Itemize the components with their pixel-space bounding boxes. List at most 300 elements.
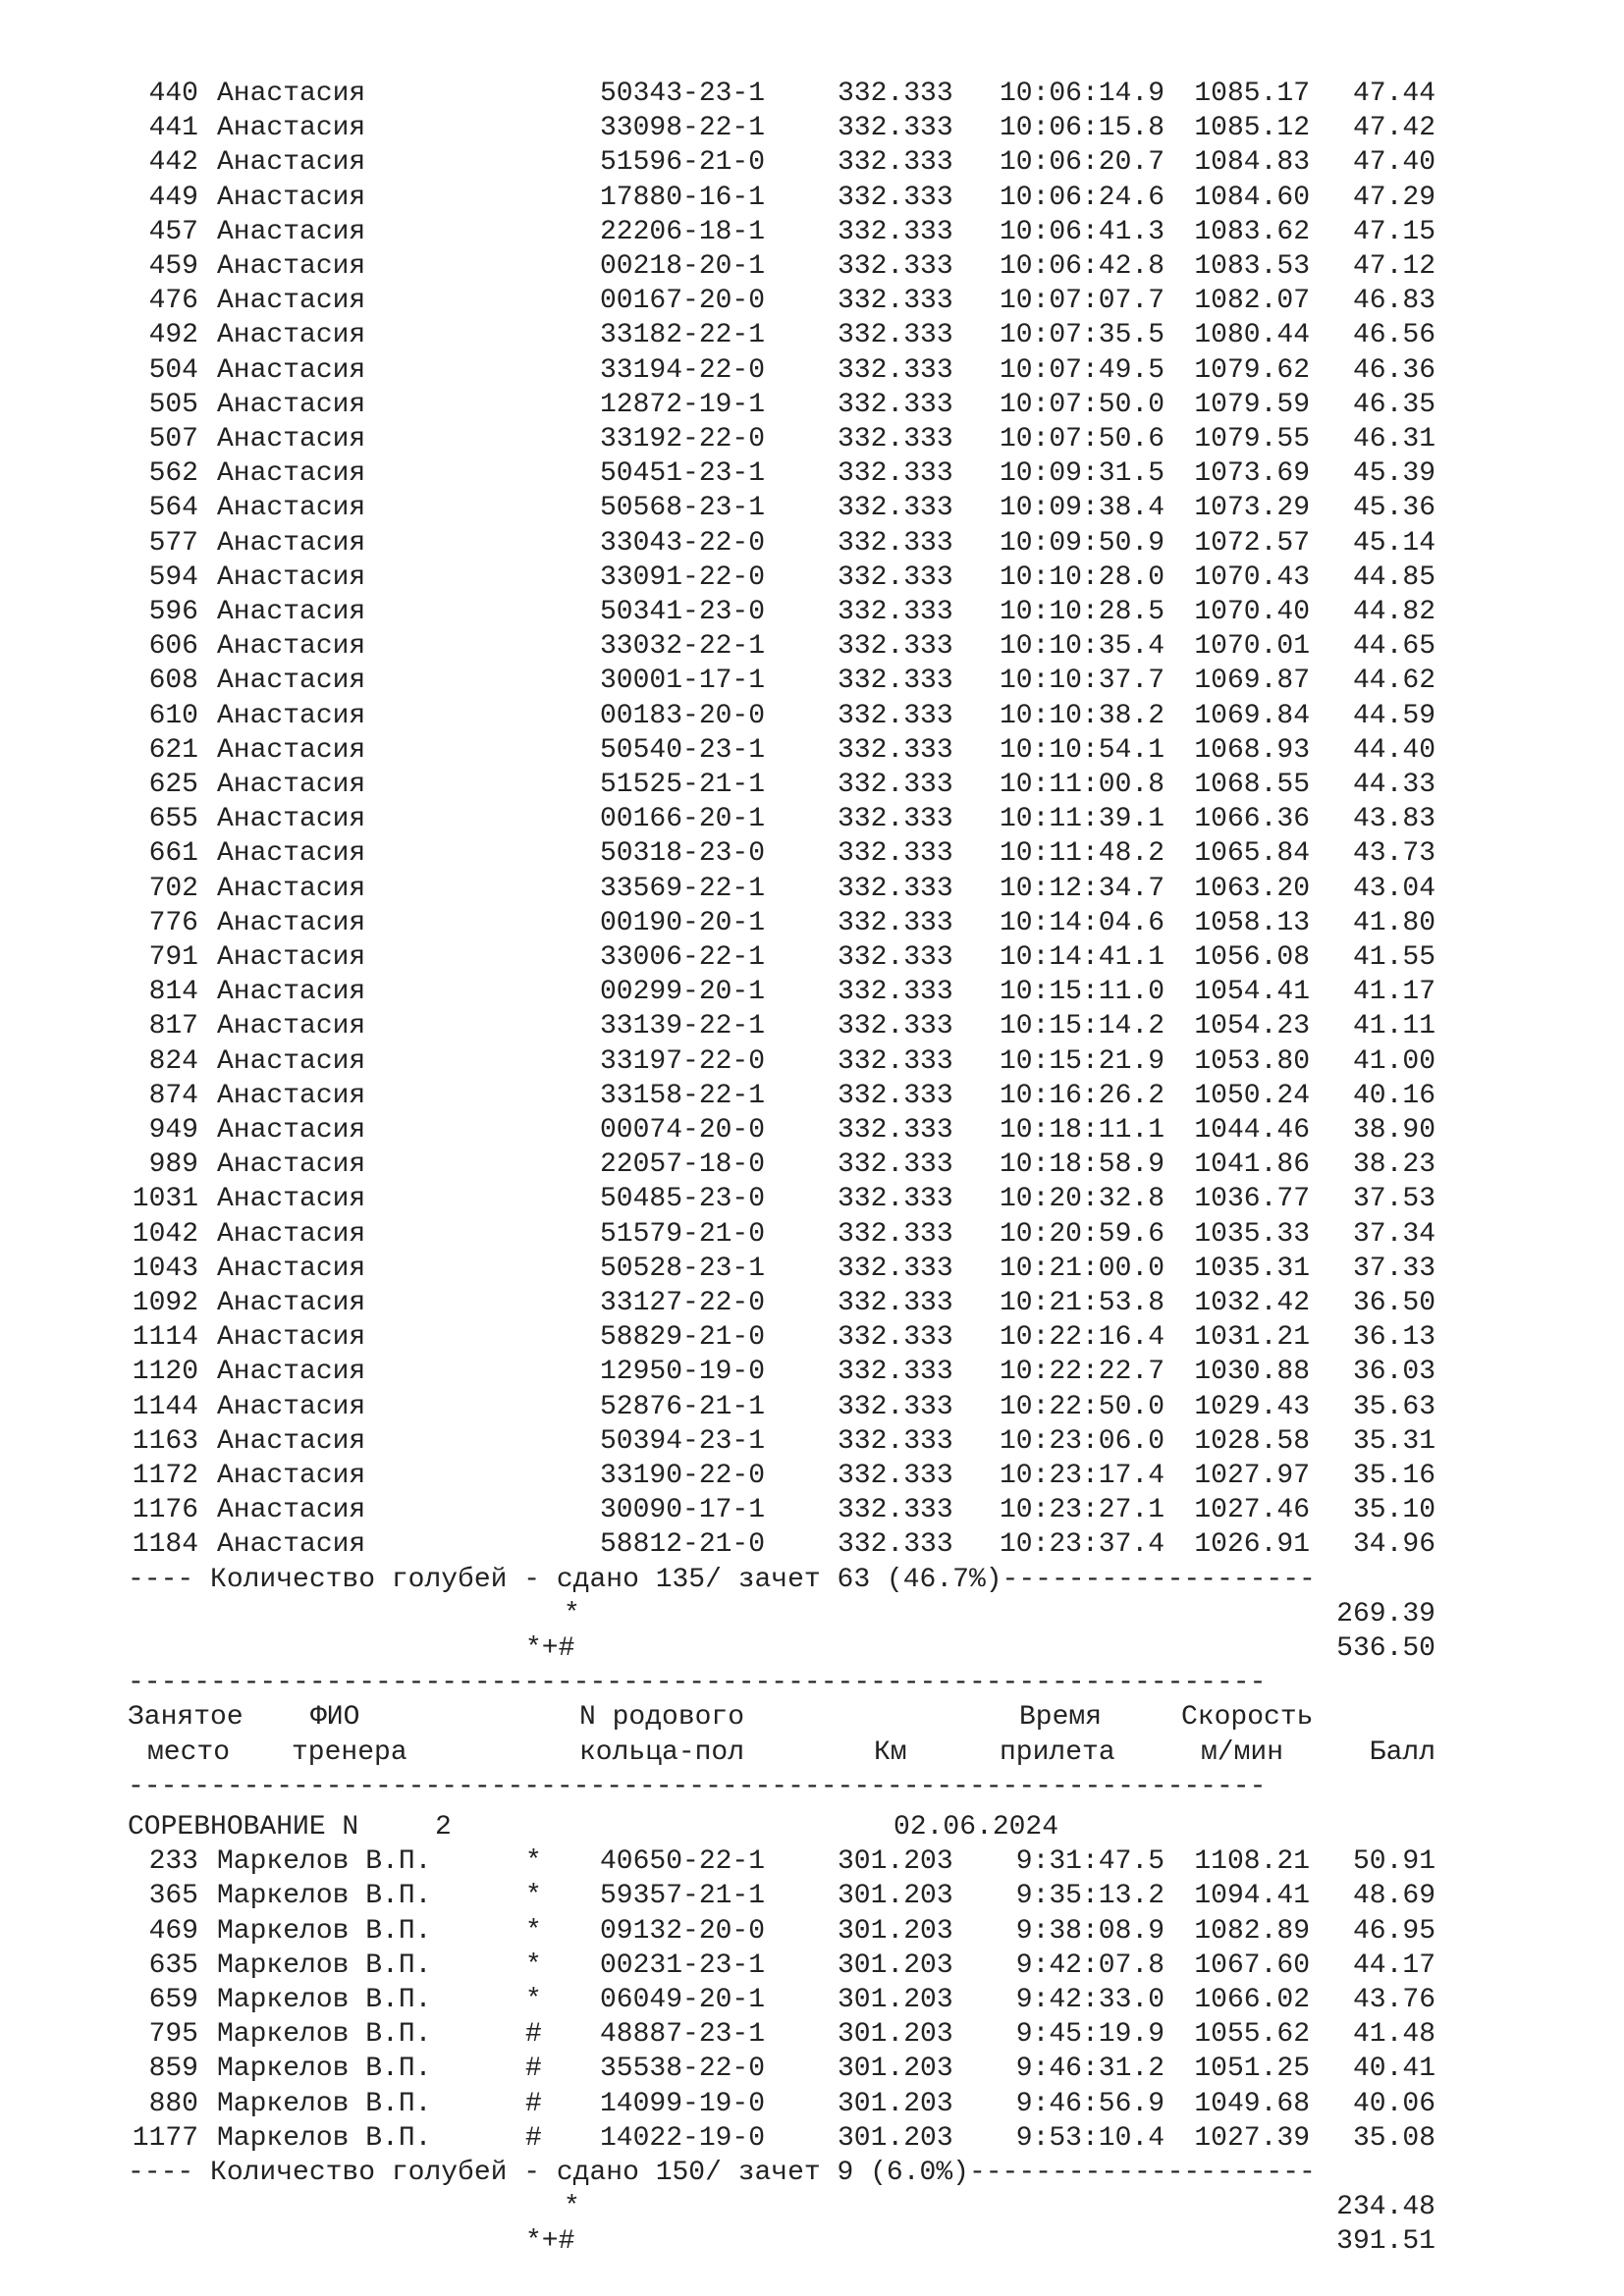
- km-cell: 332.333: [838, 1322, 953, 1354]
- summary-line: [0, 1563, 1624, 1597]
- table-row: [0, 77, 1624, 111]
- table-row: [0, 1424, 1624, 1459]
- table-row: [0, 491, 1624, 525]
- trainer-cell: Анастасия: [217, 804, 366, 835]
- ring-cell: 35538-22-0: [600, 2054, 766, 2085]
- time-cell: 10:15:21.9: [999, 1045, 1164, 1077]
- speed-cell: 1070.43: [1194, 561, 1310, 593]
- time-cell: 10:21:53.8: [999, 1288, 1164, 1318]
- time-cell: 10:09:50.9: [999, 527, 1164, 559]
- header-trainer-2: тренера: [292, 1736, 407, 1768]
- table-row: [0, 1148, 1624, 1182]
- speed-cell: 1054.41: [1194, 977, 1310, 1008]
- time-cell: 10:07:50.0: [999, 389, 1164, 420]
- time-cell: 10:22:22.7: [999, 1357, 1164, 1388]
- ring-cell: 48887-23-1: [600, 2019, 766, 2051]
- ring-cell: 33032-22-1: [600, 631, 766, 663]
- trainer-cell: Анастасия: [217, 1288, 366, 1318]
- ring-cell: 14099-19-0: [600, 2088, 766, 2119]
- mark-cell: #: [525, 2088, 542, 2119]
- speed-cell: 1029.43: [1194, 1391, 1310, 1422]
- score-cell: 37.53: [1352, 1184, 1435, 1215]
- ring-cell: 22206-18-1: [600, 216, 766, 247]
- table-row: [0, 872, 1624, 906]
- table-row: [0, 318, 1624, 352]
- place-cell: 659: [148, 1985, 198, 2015]
- header-place: Занятое: [128, 1702, 244, 1734]
- time-cell: 10:23:06.0: [999, 1425, 1164, 1457]
- km-cell: 301.203: [838, 1949, 953, 1981]
- speed-cell: 1050.24: [1194, 1080, 1310, 1111]
- score-cell: 44.17: [1352, 1949, 1435, 1981]
- score-cell: 38.90: [1352, 1115, 1435, 1146]
- speed-cell: 1063.20: [1194, 873, 1310, 904]
- place-cell: 608: [148, 666, 198, 697]
- speed-cell: 1070.01: [1194, 631, 1310, 663]
- score-cell: 45.36: [1352, 493, 1435, 524]
- ring-cell: 12872-19-1: [600, 389, 766, 420]
- ring-cell: 51579-21-0: [600, 1218, 766, 1250]
- time-cell: 10:11:48.2: [999, 838, 1164, 870]
- table-row: [0, 664, 1624, 698]
- ring-cell: 00231-23-1: [600, 1949, 766, 1981]
- km-cell: 301.203: [838, 1985, 953, 2015]
- km-cell: 301.203: [838, 1846, 953, 1878]
- speed-cell: 1056.08: [1194, 942, 1310, 973]
- time-cell: 10:06:20.7: [999, 147, 1164, 179]
- rule-text: ---------------------------------------------------------------------: [128, 1668, 1267, 1699]
- mark-cell: *: [525, 1881, 542, 1912]
- km-cell: 332.333: [838, 320, 953, 351]
- km-cell: 332.333: [838, 1045, 953, 1077]
- header-time-2: прилета: [1000, 1736, 1115, 1768]
- ring-cell: 33192-22-0: [600, 424, 766, 454]
- speed-cell: 1058.13: [1194, 907, 1310, 938]
- table-row: [0, 1009, 1624, 1043]
- trainer-cell: Анастасия: [217, 1115, 366, 1146]
- speed-cell: 1083.53: [1194, 251, 1310, 282]
- time-cell: 9:42:07.8: [1015, 1949, 1164, 1981]
- ring-cell: 50528-23-1: [600, 1253, 766, 1284]
- speed-cell: 1066.02: [1194, 1985, 1310, 2015]
- trainer-cell: Анастасия: [217, 1253, 366, 1284]
- header-time: Время: [1019, 1702, 1103, 1734]
- km-cell: 301.203: [838, 2054, 953, 2085]
- km-cell: 332.333: [838, 1357, 953, 1388]
- ring-cell: 00190-20-1: [600, 907, 766, 938]
- trainer-cell: Анастасия: [217, 977, 366, 1008]
- trainer-cell: Анастасия: [217, 527, 366, 559]
- place-cell: 1092: [132, 1288, 198, 1318]
- place-cell: 610: [148, 700, 198, 731]
- trainer-cell: Анастасия: [217, 354, 366, 386]
- table-row: [0, 215, 1624, 249]
- ring-cell: 50540-23-1: [600, 734, 766, 766]
- table-row: [0, 2017, 1624, 2052]
- ring-cell: 30001-17-1: [600, 666, 766, 697]
- time-cell: 10:10:54.1: [999, 734, 1164, 766]
- score-cell: 35.63: [1352, 1391, 1435, 1422]
- ring-cell: 33006-22-1: [600, 942, 766, 973]
- trainer-cell: Анастасия: [217, 113, 366, 144]
- speed-cell: 1027.97: [1194, 1461, 1310, 1491]
- speed-cell: 1073.29: [1194, 493, 1310, 524]
- table-row: [0, 940, 1624, 975]
- ring-cell: 50318-23-0: [600, 838, 766, 870]
- speed-cell: 1084.60: [1194, 182, 1310, 213]
- place-cell: 564: [148, 493, 198, 524]
- trainer-cell: Анастасия: [217, 1184, 366, 1215]
- speed-cell: 1068.55: [1194, 770, 1310, 800]
- table-row: [0, 629, 1624, 664]
- trainer-cell: Анастасия: [217, 424, 366, 454]
- competition-line: [0, 1810, 1624, 1844]
- summary-text: ---- Количество голубей - сдано 150/ зачет 9 (6.0%)---------------------: [128, 2158, 1316, 2188]
- speed-cell: 1031.21: [1194, 1322, 1310, 1354]
- speed-cell: 1028.58: [1194, 1425, 1310, 1457]
- km-cell: 332.333: [838, 873, 953, 904]
- speed-cell: 1072.57: [1194, 527, 1310, 559]
- score-cell: 43.76: [1352, 1985, 1435, 2015]
- table-row: [0, 1355, 1624, 1389]
- km-cell: 332.333: [838, 770, 953, 800]
- table-row: [0, 1983, 1624, 2017]
- time-cell: 10:10:35.4: [999, 631, 1164, 663]
- ring-cell: 50394-23-1: [600, 1425, 766, 1457]
- trainer-cell: Маркелов В.П.: [217, 1846, 432, 1878]
- table-row: [0, 975, 1624, 1009]
- header-trainer: ФИО: [310, 1702, 360, 1734]
- km-cell: 332.333: [838, 1011, 953, 1042]
- table-row: [0, 388, 1624, 422]
- trainer-cell: Анастасия: [217, 873, 366, 904]
- km-cell: 301.203: [838, 2122, 953, 2154]
- score-cell: 35.16: [1352, 1461, 1435, 1491]
- place-cell: 1163: [132, 1425, 198, 1457]
- score-cell: 44.85: [1352, 561, 1435, 593]
- score-cell: 44.40: [1352, 734, 1435, 766]
- place-cell: 1114: [132, 1322, 198, 1354]
- ring-cell: 51596-21-0: [600, 147, 766, 179]
- trainer-cell: Анастасия: [217, 1391, 366, 1422]
- trainer-cell: Анастасия: [217, 1149, 366, 1181]
- score-cell: 41.17: [1352, 977, 1435, 1008]
- mark-cell: *: [525, 1985, 542, 2015]
- ring-cell: 50451-23-1: [600, 458, 766, 490]
- time-cell: 10:10:28.5: [999, 597, 1164, 627]
- trainer-cell: Анастасия: [217, 942, 366, 973]
- speed-cell: 1027.39: [1194, 2122, 1310, 2154]
- score-cell: 44.33: [1352, 770, 1435, 800]
- total-all-line: [0, 1631, 1624, 1666]
- time-cell: 10:23:17.4: [999, 1461, 1164, 1491]
- trainer-cell: Анастасия: [217, 493, 366, 524]
- km-cell: 332.333: [838, 907, 953, 938]
- trainer-cell: Анастасия: [217, 320, 366, 351]
- km-cell: 332.333: [838, 1115, 953, 1146]
- place-cell: 457: [148, 216, 198, 247]
- speed-cell: 1053.80: [1194, 1045, 1310, 1077]
- competition-date: 02.06.2024: [893, 1812, 1059, 1842]
- speed-cell: 1079.59: [1194, 389, 1310, 420]
- total-all-line: [0, 2224, 1624, 2259]
- km-cell: 301.203: [838, 2019, 953, 2051]
- rule-text: ---------------------------------------------------------------------: [128, 1771, 1267, 1802]
- place-cell: 824: [148, 1045, 198, 1077]
- score-cell: 41.55: [1352, 942, 1435, 973]
- km-cell: 332.333: [838, 631, 953, 663]
- km-cell: 332.333: [838, 700, 953, 731]
- ring-cell: 33091-22-0: [600, 561, 766, 593]
- table-row: [0, 1390, 1624, 1424]
- table-row: [0, 1459, 1624, 1493]
- km-cell: 332.333: [838, 1529, 953, 1561]
- score-cell: 43.73: [1352, 838, 1435, 870]
- score-cell: 36.13: [1352, 1322, 1435, 1354]
- score-cell: 47.42: [1352, 113, 1435, 144]
- place-cell: 449: [148, 182, 198, 213]
- time-cell: 10:11:00.8: [999, 770, 1164, 800]
- score-cell: 44.82: [1352, 597, 1435, 627]
- place-cell: 441: [148, 113, 198, 144]
- km-cell: 332.333: [838, 147, 953, 179]
- km-cell: 301.203: [838, 1881, 953, 1912]
- place-cell: 459: [148, 251, 198, 282]
- speed-cell: 1030.88: [1194, 1357, 1310, 1388]
- km-cell: 332.333: [838, 1080, 953, 1111]
- table-row: [0, 836, 1624, 871]
- table-row: [0, 181, 1624, 215]
- score-cell: 48.69: [1352, 1881, 1435, 1912]
- km-cell: 332.333: [838, 561, 953, 593]
- table-row: [0, 1914, 1624, 1949]
- time-cell: 10:15:11.0: [999, 977, 1164, 1008]
- table-row: [0, 1844, 1624, 1879]
- speed-cell: 1073.69: [1194, 458, 1310, 490]
- ring-cell: 12950-19-0: [600, 1357, 766, 1388]
- time-cell: 10:07:49.5: [999, 354, 1164, 386]
- score-cell: 37.34: [1352, 1218, 1435, 1250]
- total-all-value: 536.50: [1336, 1633, 1435, 1664]
- ring-cell: 00218-20-1: [600, 251, 766, 282]
- time-cell: 10:22:16.4: [999, 1322, 1164, 1354]
- speed-cell: 1041.86: [1194, 1149, 1310, 1181]
- trainer-cell: Маркелов В.П.: [217, 2122, 432, 2154]
- place-cell: 469: [148, 1915, 198, 1947]
- table-row: [0, 456, 1624, 491]
- mark-cell: *: [525, 1949, 542, 1981]
- score-cell: 47.40: [1352, 147, 1435, 179]
- ring-cell: 30090-17-1: [600, 1495, 766, 1526]
- trainer-cell: Анастасия: [217, 389, 366, 420]
- trainer-cell: Маркелов В.П.: [217, 1915, 432, 1947]
- total-star-value: 234.48: [1336, 2192, 1435, 2223]
- place-cell: 859: [148, 2054, 198, 2085]
- speed-cell: 1065.84: [1194, 838, 1310, 870]
- trainer-cell: Маркелов В.П.: [217, 1949, 432, 1981]
- total-star-label: *: [564, 1598, 580, 1629]
- ring-cell: 58812-21-0: [600, 1529, 766, 1561]
- table-row: [0, 2087, 1624, 2121]
- mark-cell: #: [525, 2019, 542, 2051]
- ring-cell: 22057-18-0: [600, 1149, 766, 1181]
- table-row: [0, 1527, 1624, 1562]
- place-cell: 492: [148, 320, 198, 351]
- total-all-value: 391.51: [1336, 2226, 1435, 2258]
- km-cell: 332.333: [838, 389, 953, 420]
- time-cell: 10:06:14.9: [999, 79, 1164, 109]
- ring-cell: 00299-20-1: [600, 977, 766, 1008]
- header-rule-bottom: [0, 1770, 1624, 1804]
- time-cell: 10:07:35.5: [999, 320, 1164, 351]
- place-cell: 1031: [132, 1184, 198, 1215]
- score-cell: 41.11: [1352, 1011, 1435, 1042]
- time-cell: 9:35:13.2: [1015, 1881, 1164, 1912]
- place-cell: 505: [148, 389, 198, 420]
- speed-cell: 1085.17: [1194, 79, 1310, 109]
- ring-cell: 50485-23-0: [600, 1184, 766, 1215]
- table-row: [0, 284, 1624, 318]
- score-cell: 36.50: [1352, 1288, 1435, 1318]
- header-ring-2: кольца-пол: [579, 1736, 745, 1768]
- km-cell: 332.333: [838, 666, 953, 697]
- trainer-cell: Анастасия: [217, 597, 366, 627]
- table-row: [0, 1879, 1624, 1913]
- trainer-cell: Анастасия: [217, 907, 366, 938]
- time-cell: 10:12:34.7: [999, 873, 1164, 904]
- header-ring: N родового: [579, 1702, 745, 1734]
- score-cell: 43.83: [1352, 804, 1435, 835]
- table-row: [0, 1949, 1624, 1983]
- time-cell: 10:07:50.6: [999, 424, 1164, 454]
- time-cell: 10:18:58.9: [999, 1149, 1164, 1181]
- km-cell: 332.333: [838, 1495, 953, 1526]
- time-cell: 10:09:38.4: [999, 493, 1164, 524]
- place-cell: 504: [148, 354, 198, 386]
- table-row: [0, 526, 1624, 561]
- km-cell: 332.333: [838, 458, 953, 490]
- trainer-cell: Анастасия: [217, 216, 366, 247]
- ring-cell: 00166-20-1: [600, 804, 766, 835]
- trainer-cell: Анастасия: [217, 1080, 366, 1111]
- km-cell: 301.203: [838, 1915, 953, 1947]
- table-row: [0, 2052, 1624, 2086]
- speed-cell: 1069.87: [1194, 666, 1310, 697]
- table-row: [0, 1493, 1624, 1527]
- speed-cell: 1068.93: [1194, 734, 1310, 766]
- ring-cell: 00167-20-0: [600, 286, 766, 317]
- speed-cell: 1055.62: [1194, 2019, 1310, 2051]
- trainer-cell: Анастасия: [217, 182, 366, 213]
- ring-cell: 52876-21-1: [600, 1391, 766, 1422]
- km-cell: 332.333: [838, 977, 953, 1008]
- summary-line: [0, 2156, 1624, 2190]
- ring-cell: 06049-20-1: [600, 1985, 766, 2015]
- place-cell: 880: [148, 2088, 198, 2119]
- trainer-cell: Анастасия: [217, 251, 366, 282]
- score-cell: 40.41: [1352, 2054, 1435, 2085]
- table-row: [0, 906, 1624, 940]
- table-row: [0, 145, 1624, 180]
- km-cell: 301.203: [838, 2088, 953, 2119]
- place-cell: 702: [148, 873, 198, 904]
- time-cell: 10:22:50.0: [999, 1391, 1164, 1422]
- time-cell: 10:23:37.4: [999, 1529, 1164, 1561]
- place-cell: 440: [148, 79, 198, 109]
- place-cell: 594: [148, 561, 198, 593]
- score-cell: 46.56: [1352, 320, 1435, 351]
- table-row: [0, 1113, 1624, 1148]
- km-cell: 332.333: [838, 286, 953, 317]
- speed-cell: 1084.83: [1194, 147, 1310, 179]
- speed-cell: 1070.40: [1194, 597, 1310, 627]
- total-star-line: [0, 2190, 1624, 2224]
- place-cell: 661: [148, 838, 198, 870]
- place-cell: 795: [148, 2019, 198, 2051]
- ring-cell: 33569-22-1: [600, 873, 766, 904]
- score-cell: 46.83: [1352, 286, 1435, 317]
- table-row: [0, 1286, 1624, 1320]
- km-cell: 332.333: [838, 1184, 953, 1215]
- score-cell: 47.44: [1352, 79, 1435, 109]
- time-cell: 10:10:37.7: [999, 666, 1164, 697]
- speed-cell: 1049.68: [1194, 2088, 1310, 2119]
- place-cell: 1176: [132, 1495, 198, 1526]
- ring-cell: 33127-22-0: [600, 1288, 766, 1318]
- trainer-cell: Анастасия: [217, 838, 366, 870]
- score-cell: 47.12: [1352, 251, 1435, 282]
- km-cell: 332.333: [838, 527, 953, 559]
- total-all-label: *+#: [525, 2226, 575, 2258]
- place-cell: 1177: [132, 2122, 198, 2154]
- time-cell: 10:06:41.3: [999, 216, 1164, 247]
- trainer-cell: Анастасия: [217, 734, 366, 766]
- place-cell: 1042: [132, 1218, 198, 1250]
- trainer-cell: Анастасия: [217, 770, 366, 800]
- trainer-cell: Анастасия: [217, 1425, 366, 1457]
- place-cell: 365: [148, 1881, 198, 1912]
- table-row: [0, 802, 1624, 836]
- km-cell: 332.333: [838, 1391, 953, 1422]
- speed-cell: 1044.46: [1194, 1115, 1310, 1146]
- ring-cell: 33197-22-0: [600, 1045, 766, 1077]
- score-cell: 35.08: [1352, 2122, 1435, 2154]
- score-cell: 41.48: [1352, 2019, 1435, 2051]
- ring-cell: 00183-20-0: [600, 700, 766, 731]
- score-cell: 46.31: [1352, 424, 1435, 454]
- speed-cell: 1036.77: [1194, 1184, 1310, 1215]
- time-cell: 9:42:33.0: [1015, 1985, 1164, 2015]
- time-cell: 10:09:31.5: [999, 458, 1164, 490]
- km-cell: 332.333: [838, 182, 953, 213]
- table-row: [0, 595, 1624, 629]
- ring-cell: 00074-20-0: [600, 1115, 766, 1146]
- place-cell: 1172: [132, 1461, 198, 1491]
- speed-cell: 1082.89: [1194, 1915, 1310, 1947]
- place-cell: 655: [148, 804, 198, 835]
- ring-cell: 14022-19-0: [600, 2122, 766, 2154]
- ring-cell: 50568-23-1: [600, 493, 766, 524]
- km-cell: 332.333: [838, 838, 953, 870]
- km-cell: 332.333: [838, 1461, 953, 1491]
- time-cell: 9:53:10.4: [1015, 2122, 1164, 2154]
- header-line-1: [0, 1700, 1624, 1735]
- place-cell: 874: [148, 1080, 198, 1111]
- time-cell: 10:20:59.6: [999, 1218, 1164, 1250]
- table-row: [0, 2121, 1624, 2156]
- header-speed: Скорость: [1181, 1702, 1314, 1734]
- score-cell: 46.35: [1352, 389, 1435, 420]
